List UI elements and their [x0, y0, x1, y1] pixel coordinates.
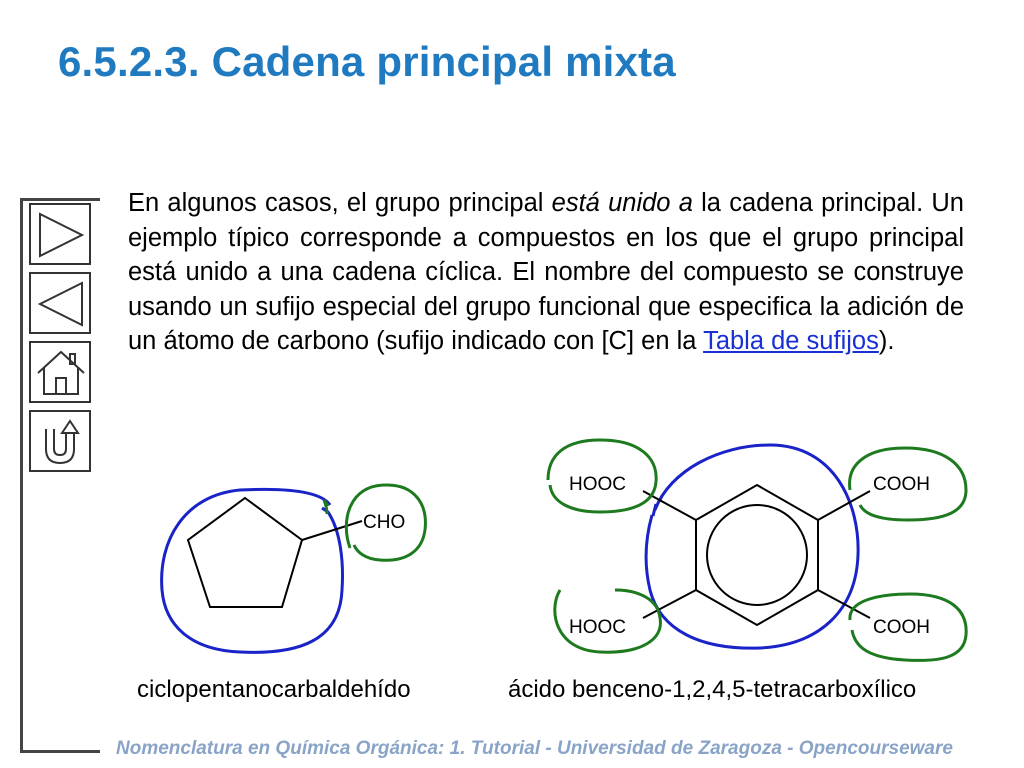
bond [818, 491, 870, 520]
molecule1-name: ciclopentanocarbaldehído [137, 676, 411, 703]
aromatic-circle [707, 505, 807, 605]
suffix-table-link[interactable]: Tabla de sufijos [703, 327, 879, 355]
ring-highlight-circle [162, 489, 343, 652]
ring-highlight-mark [653, 504, 656, 516]
cooh-top-right-label: COOH [873, 474, 930, 495]
hooc-top-left-label: HOOC [569, 474, 626, 495]
molecule2-name: ácido benceno-1,2,4,5-tetracarboxílico [508, 676, 917, 703]
cyclopentane-structure [162, 485, 426, 652]
cooh-bottom-right-label: COOH [873, 617, 930, 638]
bond [302, 521, 362, 540]
paragraph-text: ). [878, 327, 895, 355]
paragraph-text: la cadena principal. Un ejemplo típico corresponde a compuestos en los que el grupo principal está unido a una cadena cíclica. El nombre del compuesto se construye usando un sufijo especial del grupo funcional que especifica la adición de un átomo de carbono (sufijo indicado con [C] en la [128, 189, 964, 355]
benzene-structure [548, 440, 966, 660]
hooc-bottom-left-label: HOOC [569, 617, 626, 638]
ring-highlight-circle [646, 445, 858, 648]
paragraph-emphasis: está unido a [551, 189, 693, 217]
bond [818, 590, 870, 618]
cyclopentane-ring [188, 498, 302, 607]
footer-text: Nomenclatura en Química Orgánica: 1. Tutorial - Universidad de Zaragoza - Opencourseware [116, 738, 953, 759]
page-title: 6.5.2.3. Cadena principal mixta [58, 38, 676, 85]
paragraph-text: En algunos casos, el grupo principal [128, 189, 552, 217]
cho-label: CHO [363, 512, 406, 533]
